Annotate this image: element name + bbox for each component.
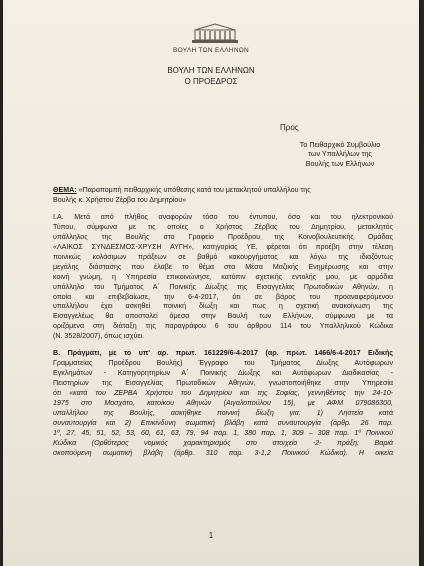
- text-line: συναυτουργία και 2) Επικίνδυνη σωματική βλάβη κατά συναυτουργία (άρθρ. 26 παρ.: [53, 418, 393, 427]
- subject-text-cont: Βουλής κ. Χρήστου Ζέρβα του Δημητρίου»: [53, 195, 187, 204]
- text-line: υπαλλήλου της Βουλής, ασκήθηκε ποινική δίωξη για: 1) Ληστεία κατά: [53, 409, 393, 418]
- text-line: Εισαγγελέως θα αποσταλεί άμεσα στην Βουλή των Ελλήνων, σύμφωνα με τα: [53, 312, 393, 321]
- recipient-line: Βουλής των Ελλήνων: [305, 158, 375, 168]
- text-line: Τύπου, σύμφωνα με τις οποίες ο Χρήστος Ζέρβας του Δημητρίου, μετακλητός: [53, 222, 393, 231]
- text-line: (Ν. 3528/2007), όπως ισχύει.: [53, 332, 145, 341]
- text-line: οριζόμενα στη διάταξη της παραγράφου 6 του άρθρου 114 του Υπαλληλικού Κώδικα: [53, 322, 393, 331]
- text-line: Β. Πράγματι, με το υπ' αρ. πρωτ. 161229/6-4-2017 (αρ. πρωτ. 1466/6-4-2017 Ειδικής: [53, 349, 393, 358]
- letter-body: [53, 186, 393, 459]
- subject-line: [53, 186, 393, 196]
- recipient-line: των Υπαλλήλων της: [308, 149, 372, 159]
- sender-subtitle: Ο ΠΡΟΕΔΡΟΣ: [184, 77, 238, 86]
- text-line: «ΛΑΙΚΟΣ ΣΥΝΔΕΣΜΟΣ-ΧΡΥΣΗ ΑΥΓΗ», κατηγορίας ΥΕ, φέρεται ότι προέβη στην τέλεση: [53, 242, 393, 251]
- text-line: Ι.Α. Μετά από πλήθος αναφορών τόσο του έντυπου, όσο και του ηλεκτρονικού: [53, 212, 393, 221]
- sender-title: ΒΟΥΛΗ ΤΩΝ ΕΛΛΗΝΩΝ: [167, 66, 255, 75]
- parliament-emblem-icon: [190, 22, 240, 44]
- recipient-line: Το Πειθαρχικό Συμβούλιο: [299, 140, 381, 149]
- section-a: [53, 213, 393, 342]
- text-line: κοινή γνώμη, η Υπηρεσία επικοινώνησε, κατόπιν σχετικής εντολής μου, με αρμόδια: [53, 272, 393, 281]
- subject-text: «Παραπομπή πειθαρχικής υπόθεσης κατά του μετακλητού υπαλλήλου της: [78, 186, 311, 194]
- text-line: οποία και επιβεβαίωσε, την 6-4-2017, ότι σε βάρος του προαναφερόμενου: [53, 292, 393, 301]
- text-line: 1975 στο Μοσχάτο, κατοίκου Αθηνών (Αιγαλοπούλου 15), με ΑΦΜ 079086300,: [53, 399, 393, 408]
- parliament-caption: ΒΟΥΛΗ ΤΩΝ ΕΛΛΗΝΩΝ: [172, 47, 250, 54]
- text-line: Εγκλημάτων - Κατηγορητηρίων Α΄ Ποινικής Δίωξης και Αυτόφωρων Διαδικασίας -: [53, 369, 393, 378]
- page-number: 1: [208, 531, 214, 540]
- document-page: [3, 0, 419, 566]
- text-line: Γραμματείας Προέδρου Βουλής) Έγγραφο του Τμήματος Δίωξης Αυτόφωρων: [53, 359, 393, 368]
- text-line: σκοπούμενη σωματική βλάβη (άρθρ. 310 παρ. 3-1,2 Ποινικού Κώδικα). Η οικεία: [53, 448, 393, 457]
- section-b: [53, 349, 393, 458]
- recipient-block: [265, 140, 415, 168]
- text-line: υπάλληλος της Βουλής στο Γραφείο Προέδρου της Κοινοβουλευτικής Ομάδας: [53, 232, 393, 241]
- text-line: 1º, 27, 45, 51, 52, 53, 60, 61, 63, 79, 94 παρ. 1, 380 παρ. 1, 309 – 308 παρ. 1º Ποινικού: [53, 428, 393, 437]
- to-label: Προς: [280, 123, 299, 132]
- subject-label: ΘΕΜΑ:: [53, 186, 77, 194]
- text-line: ότι «κατά του ΖΕΡΒΑ Χρήστου του Δημητρίου και της Σοφίας, γεννηθέντος την 24-10-: [53, 389, 393, 398]
- text-line: υπαλλήλου έχει ασκηθεί ποινική δίωξη και πως η σχετική ανακοίνωση της: [53, 302, 393, 311]
- text-line: μεγάλης διάστασης που έλαβε το θέμα στα Μέσα Μαζικής Ενημέρωσης και στην: [53, 262, 393, 271]
- text-line: Κώδικα (Ορθότερος νομικός χαρακτηρισμός στο στοιχείο -2- πράξη: Βαριά: [53, 438, 393, 447]
- text-line: Πειστηρίων της Εισαγγελίας Πρωτοδικών Αθηνών, γνωστοποιήθηκε στην Υπηρεσία: [53, 379, 393, 388]
- text-line: ποινικώς κολάσιμων πράξεων σε βαθμό κακουργήματος και λόγω της ιδιαζόντως: [53, 252, 393, 261]
- text-line: υπάλληλο του Τμήματος Α΄ Ποινικής Δίωξης της Εισαγγελίας Πρωτοδικών Αθηνών, η: [53, 282, 393, 291]
